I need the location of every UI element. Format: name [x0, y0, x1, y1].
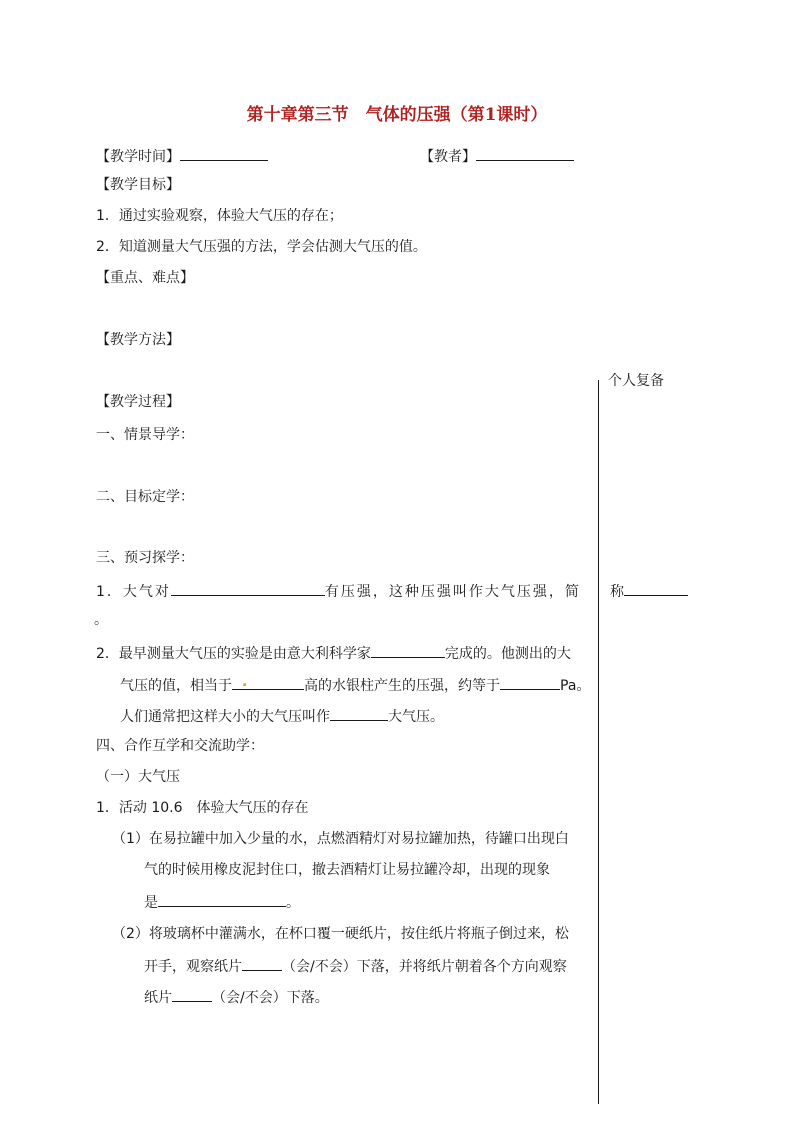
objective-item: 1．通过实验观察，体验大气压的存在；	[96, 208, 343, 224]
section-heading: 三、预习探学：	[96, 550, 194, 566]
key-points-label: 【重点、难点】	[96, 270, 194, 286]
q2-blank-name[interactable]	[330, 706, 388, 721]
page-title: 第十章第三节 气体的压强（第1课时）	[246, 105, 548, 125]
sidebar-label: 个人复备	[608, 373, 664, 389]
sidebar-divider	[598, 380, 599, 1104]
q2-text-f: 人们通常把这样大小的大气压叫作	[120, 709, 330, 725]
q2-blank-scientist[interactable]	[371, 643, 445, 658]
q1-blank-2[interactable]	[624, 581, 688, 596]
step1-text-c: 是	[144, 895, 158, 911]
section-heading: 一、情景导学：	[96, 427, 194, 443]
q2-text-d: 高的水银柱产生的压强，约等于	[304, 678, 500, 694]
teacher-row	[420, 146, 574, 166]
question-2-line-2	[120, 675, 590, 695]
question-1	[96, 581, 581, 601]
step-1-line-1: （1）在易拉罐中加入少量的水，点燃酒精灯对易拉罐加热，待罐口出现白	[112, 831, 569, 847]
question-2-line-1	[96, 643, 571, 663]
q2-text-b: 完成的。他测出的大	[444, 646, 571, 662]
section-heading: 四、合作互学和交流助学：	[96, 738, 264, 754]
q2-text-c: 气压的值，相当于	[120, 678, 232, 694]
step-1-line-2: 气的时候用橡皮泥封住口，撤去酒精灯让易拉罐冷却，出现的现象	[144, 862, 550, 878]
step-2-line-1: （2）将玻璃杯中灌满水，在杯口覆一硬纸片，按住纸片将瓶子倒过来，松	[112, 926, 569, 942]
step2-text-c: （会/不会）下落，并将纸片朝着各个方向观察	[282, 959, 567, 975]
q1-text-a: 1．大气对	[96, 584, 171, 600]
step-2-line-2	[144, 956, 567, 976]
q2-text-a: 2．最早测量大气压的实验是由意大利科学家	[96, 646, 371, 662]
q1-text-b: 有压强，这种压强叫作大气压强，简	[324, 584, 581, 600]
teacher-label: 【教者】	[420, 149, 476, 165]
teaching-time-label: 【教学时间】	[96, 149, 180, 165]
step2-text-e: （会/不会）下落。	[212, 990, 329, 1006]
step1-text-d: 。	[286, 895, 300, 911]
process-label: 【教学过程】	[96, 394, 180, 410]
objectives-label: 【教学目标】	[96, 177, 180, 193]
q2-mark: .	[242, 674, 248, 690]
step2-text-b: 开手，观察纸片	[144, 959, 242, 975]
step2-blank-2[interactable]	[172, 987, 212, 1002]
question-2-line-3	[120, 706, 444, 726]
step1-blank[interactable]	[158, 892, 286, 907]
activity-heading: 1．活动 10.6 体验大气压的存在	[96, 800, 309, 816]
objective-item: 2．知道测量大气压强的方法，学会估测大气压的值。	[96, 239, 427, 255]
q2-blank-height[interactable]	[232, 675, 304, 690]
step2-text-d: 纸片	[144, 990, 172, 1006]
q1-end: 。	[94, 612, 108, 628]
question-1-continued	[610, 581, 688, 601]
step-2-line-3	[144, 987, 329, 1007]
q1-cont: 称	[610, 584, 624, 600]
q1-blank[interactable]	[171, 581, 325, 596]
q2-text-e: Pa。	[560, 678, 591, 694]
section-heading: 二、目标定学：	[96, 489, 194, 505]
q2-text-g: 大气压。	[388, 709, 444, 725]
step2-blank-1[interactable]	[242, 956, 282, 971]
q2-blank-pa[interactable]	[500, 675, 560, 690]
subsection-heading: （一）大气压	[96, 769, 180, 785]
method-label: 【教学方法】	[96, 332, 180, 348]
teaching-time-row	[96, 146, 268, 166]
teacher-blank[interactable]	[476, 146, 574, 161]
teaching-time-blank[interactable]	[180, 146, 268, 161]
step-1-line-3	[144, 892, 300, 912]
